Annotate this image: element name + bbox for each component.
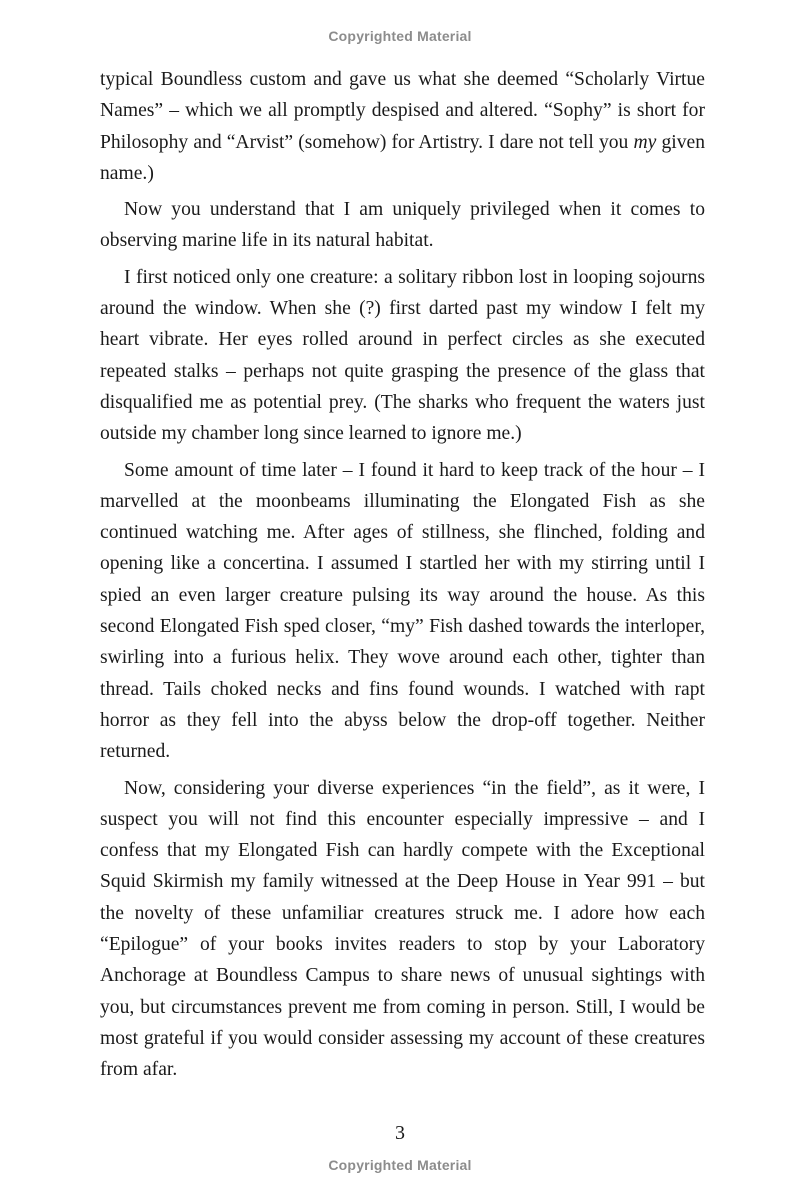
paragraph [100, 773, 705, 1086]
paragraph-text: typical Boundless custom and gave us what she deemed “Scholarly Virtue Names” – which we all promptly despised and altered. “Sophy” is short for Philosophy and “Arvist” (somehow) for Artistry. I dare not tell you [100, 69, 705, 153]
paragraph [100, 455, 705, 768]
paragraph [100, 262, 705, 450]
paragraph [100, 194, 705, 257]
page-number: 3 [395, 1122, 405, 1144]
paragraph-text: given name.) [100, 131, 706, 184]
paragraph-text: Some amount of time later – I found it hard to keep track of the hour – I marvelled at the moonbeams illuminating the Elongated Fish as she continued watching me. After ages of stillness, she flinched, folding and opening like a concertina. I assumed I startled her with my stirring until I spied an even larger creature pulsing its way around the house. As this second Elongated Fish sped closer, “my” Fish dashed towards the interloper, swirling into a furious helix. They wove around each other, tighter than thread. Tails choked necks and fins found wounds. I watched with rapt horror as they fell into the abyss below the drop-off together. Neither returned. [100, 459, 705, 763]
italic-text: my [633, 131, 657, 153]
paragraph-text: Now you understand that I am uniquely privileged when it comes to observing marine life in its natural habitat. [100, 199, 705, 252]
copyright-watermark-bottom: Copyrighted Material [328, 1157, 472, 1173]
page-body-text [100, 64, 705, 1091]
copyright-watermark-top: Copyrighted Material [328, 28, 472, 44]
paragraph [100, 64, 705, 189]
paragraph-text: I first noticed only one creature: a solitary ribbon lost in looping sojourns around the window. When she (?) first darted past my window I felt my heart vibrate. Her eyes rolled around in perfect circles as she executed repeated stalks – perhaps not quite grasping the presence of the glass that disqualified me as potential prey. (The sharks who frequent the waters just outside my chamber long since learned to ignore me.) [100, 266, 705, 445]
paragraph-text: Now, considering your diverse experiences “in the field”, as it were, I suspect you will not find this encounter especially impressive – and I confess that my Elongated Fish can hardly compete with the Exceptional Squid Skirmish my family witnessed at the Deep House in Year 991 – but the novelty of these unfamiliar creatures struck me. I adore how each “Epilogue” of your books invites readers to stop by your Laboratory Anchorage at Boundless Campus to share news of unusual sightings with you, but circumstances prevent me from coming in person. Still, I would be most grateful if you would consider assessing my account of these creatures from afar. [100, 777, 705, 1081]
